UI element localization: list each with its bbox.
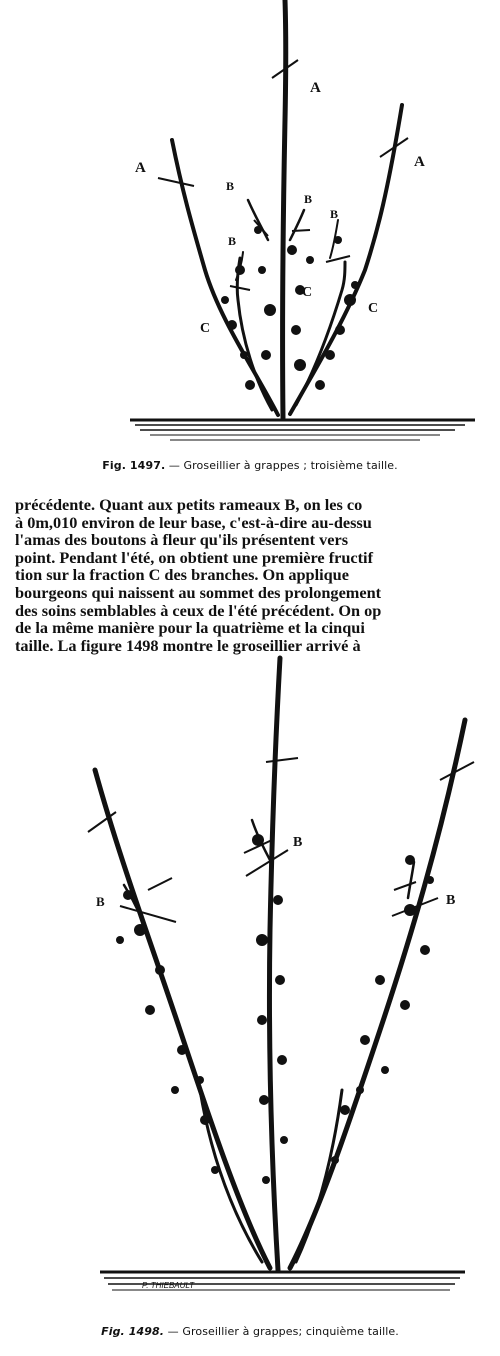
- label-b-1: B: [226, 179, 235, 193]
- label-b-mid: B: [293, 835, 303, 850]
- body-line: point. Pendant l'été, on obtient une première fructif: [15, 547, 374, 567]
- body-line: bourgeons qui naissent au sommet des prolongement: [15, 582, 382, 602]
- figure-1498-caption: [0, 1325, 500, 1338]
- label-a-left: A: [135, 160, 146, 176]
- body-line: des soins semblables à ceux de l'été précédent. On op: [15, 600, 382, 620]
- figure-1497: [0, 0, 500, 450]
- body-line: taille. La figure 1498 montre le groseillier arrivé à: [15, 635, 361, 655]
- body-line: de la même manière pour la quatrième et la cinqui: [15, 618, 365, 638]
- figure-1498-caption-text: — Groseillier à grappes; cinquième taille.: [167, 1325, 399, 1338]
- label-a-top: A: [310, 80, 321, 96]
- label-b-left: B: [96, 894, 105, 909]
- label-b-4: B: [228, 234, 237, 248]
- label-b-right: B: [446, 893, 456, 908]
- figure-1498-number: Fig. 1498.: [101, 1325, 165, 1338]
- figure-1497-caption-text: — Groseillier à grappes ; troisième taille.: [168, 459, 398, 472]
- body-line: l'amas des boutons à fleur qu'ils présentent vers: [15, 530, 349, 550]
- label-c-left: C: [200, 321, 211, 336]
- body-line: précédente. Quant aux petits rameaux B, on les co: [15, 495, 363, 514]
- body-line: à 0m,010 environ de leur base, c'est-à-dire au-dessu: [15, 512, 372, 532]
- figure-1498: [0, 650, 500, 1310]
- engraver-signature: P. THIEBAULT: [142, 1281, 195, 1290]
- label-b-2: B: [304, 192, 313, 206]
- body-text: [15, 496, 500, 654]
- label-b-3: B: [330, 207, 339, 221]
- label-a-right: A: [414, 154, 425, 170]
- figure-1497-number: Fig. 1497.: [102, 459, 166, 472]
- figure-1497-caption: [0, 459, 500, 472]
- figure-1497-illustration: [0, 0, 500, 450]
- label-c-mid: C: [302, 285, 313, 300]
- body-line: tion sur la fraction C des branches. On applique: [15, 565, 349, 585]
- figure-1498-illustration: [0, 650, 500, 1310]
- label-c-right: C: [368, 301, 379, 316]
